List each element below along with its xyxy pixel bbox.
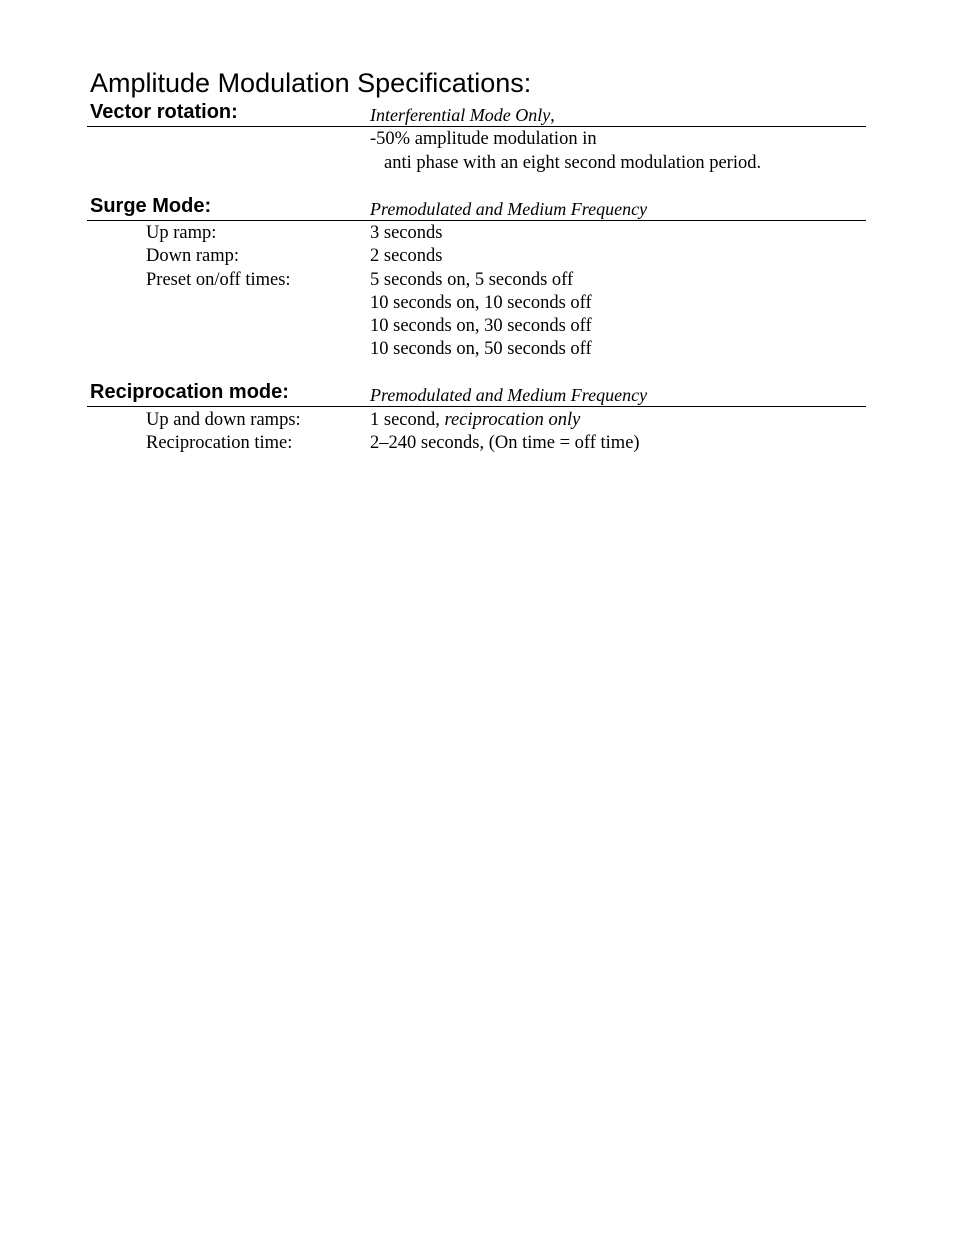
spec-row xyxy=(0,128,954,151)
page-title: Amplitude Modulation Specifications: xyxy=(90,68,532,98)
spec-row xyxy=(0,222,954,245)
section-heading: Surge Mode: xyxy=(90,195,212,217)
spec-value: 5 seconds on, 5 seconds off xyxy=(370,270,574,290)
spec-label: Down ramp: xyxy=(146,246,239,266)
spec-value: 10 seconds on, 50 seconds off xyxy=(370,339,592,359)
spec-label: Preset on/off times: xyxy=(146,270,291,290)
spec-value xyxy=(370,409,580,432)
spec-label: Up ramp: xyxy=(146,223,217,243)
spec-row xyxy=(0,152,954,175)
spec-value: 10 seconds on, 30 seconds off xyxy=(370,316,592,336)
section-header xyxy=(0,100,954,126)
section-header xyxy=(0,380,954,406)
section-heading: Vector rotation: xyxy=(90,101,238,123)
spec-label: Reciprocation time: xyxy=(146,433,293,453)
spec-value: 2 seconds xyxy=(370,246,443,266)
section-note-suffix: , xyxy=(550,105,555,125)
section-note: Premodulated and Medium Frequency xyxy=(370,199,648,219)
spec-label: Up and down ramps: xyxy=(146,410,301,430)
section-heading: Reciprocation mode: xyxy=(90,381,289,403)
spec-row xyxy=(0,338,954,361)
spec-row xyxy=(0,432,954,455)
spec-row xyxy=(0,269,954,292)
spec-value: 10 seconds on, 10 seconds off xyxy=(370,293,592,313)
spec-row xyxy=(0,409,954,432)
section-divider xyxy=(87,220,866,221)
spec-value: -50% amplitude modulation in xyxy=(370,129,597,149)
section-note: Premodulated and Medium Frequency xyxy=(370,385,648,405)
spec-value: anti phase with an eight second modulation period. xyxy=(384,153,762,173)
spec-value: 3 seconds xyxy=(370,223,443,243)
spec-value-italic: reciprocation only xyxy=(444,410,581,430)
spec-row xyxy=(0,292,954,315)
section-divider xyxy=(87,406,866,407)
spec-value: 2–240 seconds, (On time = off time) xyxy=(370,433,640,453)
spec-row xyxy=(0,315,954,338)
spec-row xyxy=(0,245,954,268)
section-header xyxy=(0,194,954,220)
section-divider xyxy=(87,126,866,127)
section-note-text: Interferential Mode Only xyxy=(370,105,551,125)
spec-value-text: 1 second, xyxy=(370,410,445,430)
section-note xyxy=(370,104,555,126)
